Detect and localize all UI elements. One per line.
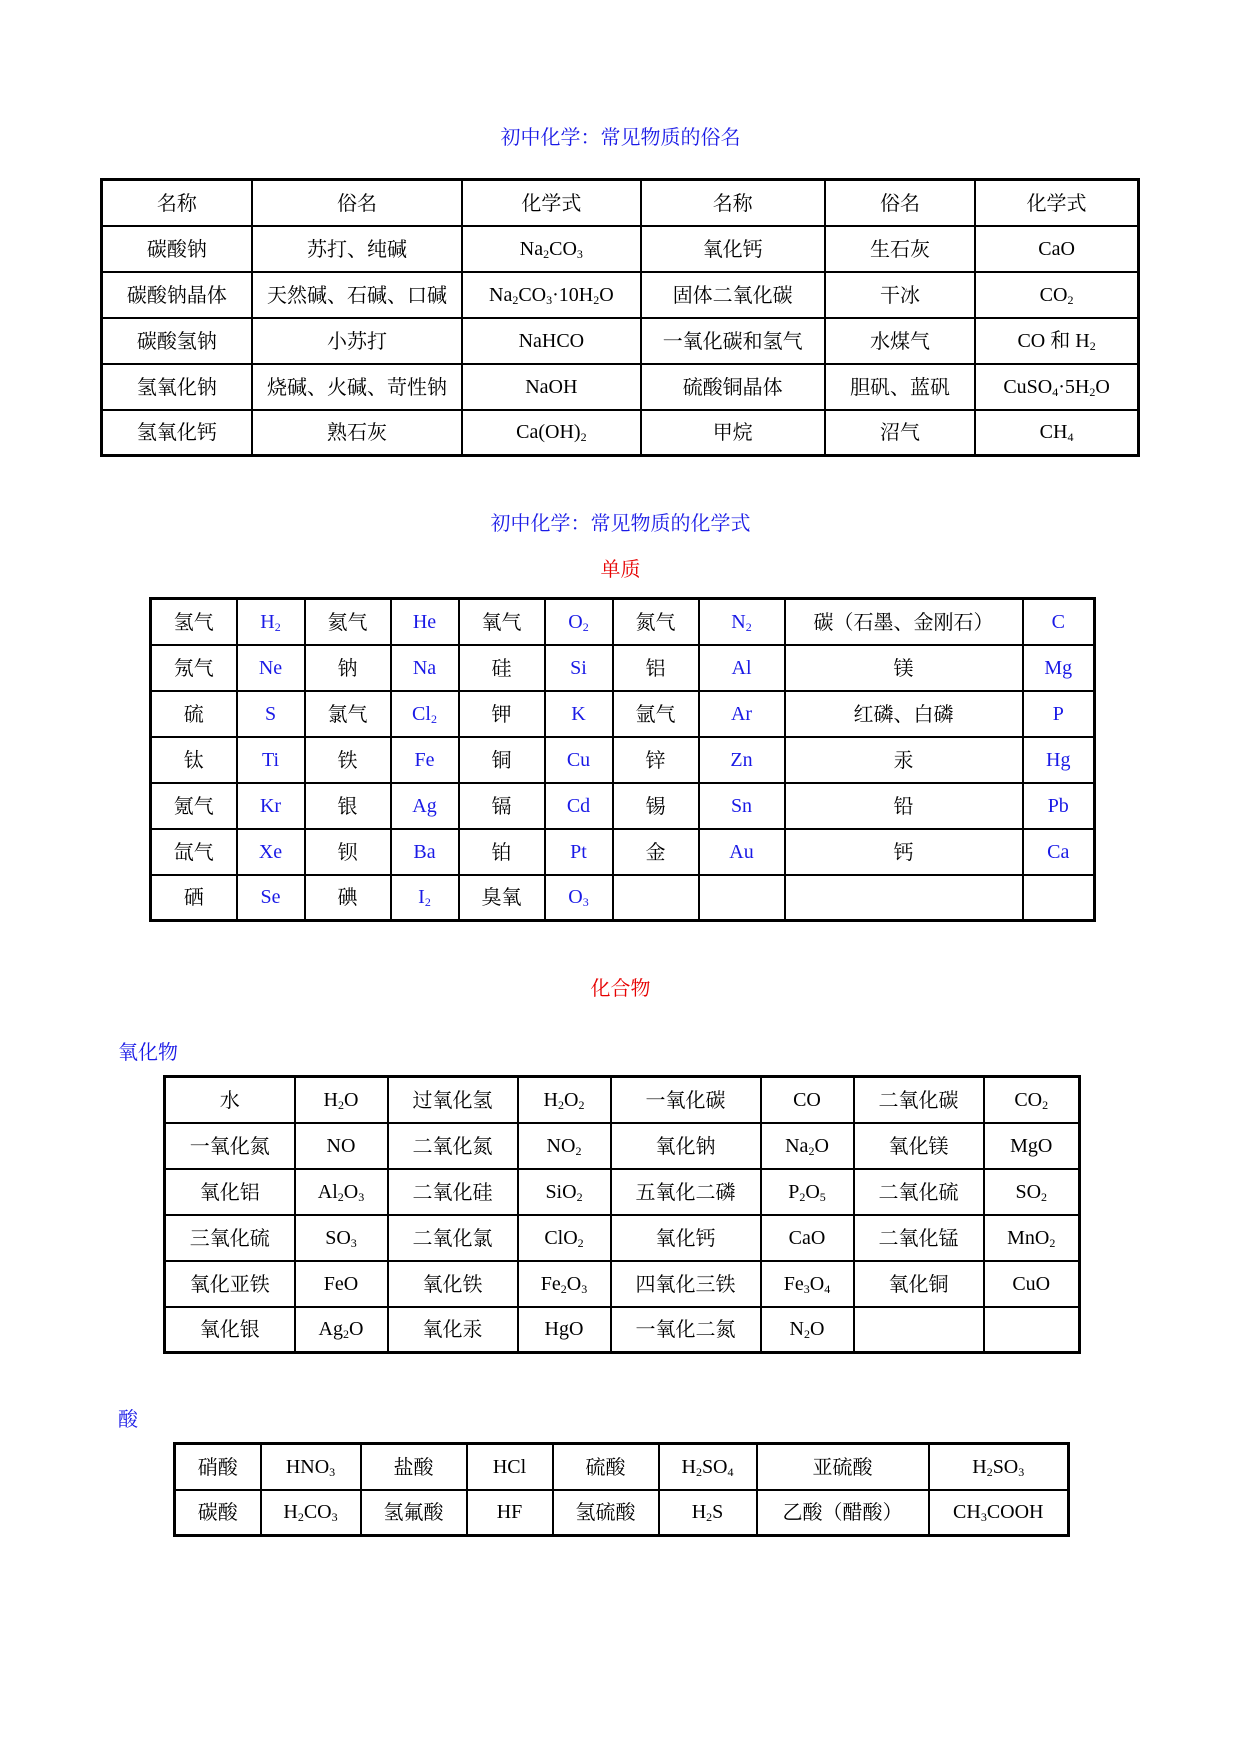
substance-name: 氧化铜 xyxy=(854,1261,984,1307)
column-header: 俗名 xyxy=(252,180,462,226)
substance-name: 一氧化氮 xyxy=(165,1123,295,1169)
substance-name: 氖气 xyxy=(151,645,237,691)
chemical-formula: Ca xyxy=(1023,829,1095,875)
chemical-formula: CaO xyxy=(975,226,1138,272)
substance-name: 氦气 xyxy=(305,599,391,645)
common-name: 干冰 xyxy=(825,272,975,318)
chemical-formula: $CH_4$ xyxy=(975,410,1138,456)
chemical-formula: $H_2SO_3$ xyxy=(929,1444,1069,1490)
compounds-heading: 化合物 xyxy=(590,976,651,1000)
chemical-formula: $Al_2O_3$ xyxy=(295,1169,388,1215)
column-header: 名称 xyxy=(641,180,825,226)
substance-name: 氢氟酸 xyxy=(361,1490,467,1536)
substance-name: 铝 xyxy=(613,645,699,691)
chemical-formula: HCl xyxy=(467,1444,553,1490)
chemical-formula: Zn xyxy=(699,737,785,783)
substance-name: 一氧化二氮 xyxy=(611,1307,761,1353)
substance-name: 硒 xyxy=(151,875,237,921)
substance-name: 银 xyxy=(305,783,391,829)
table-row xyxy=(165,1123,1080,1169)
substance-name: 氮气 xyxy=(613,599,699,645)
substance-name: 乙酸（醋酸） xyxy=(757,1490,929,1536)
chemical-formula: $Ag_2O$ xyxy=(295,1307,388,1353)
substance-name: 三氧化硫 xyxy=(165,1215,295,1261)
chemical-formula: Si xyxy=(545,645,613,691)
substance-name: 氧化镁 xyxy=(854,1123,984,1169)
substance-name: 氙气 xyxy=(151,829,237,875)
table-row xyxy=(165,1077,1080,1123)
chemical-formula: $NO_2$ xyxy=(518,1123,611,1169)
substance-name xyxy=(613,875,699,921)
chemical-formula: $HNO_3$ xyxy=(261,1444,361,1490)
substance-name: 甲烷 xyxy=(641,410,825,456)
substance-name: 氧化亚铁 xyxy=(165,1261,295,1307)
chemical-formula xyxy=(984,1307,1080,1353)
substance-name: 二氧化锰 xyxy=(854,1215,984,1261)
table-row xyxy=(151,829,1095,875)
common-name: 沼气 xyxy=(825,410,975,456)
chemical-formula: Ne xyxy=(237,645,305,691)
chemical-formula: $Cl_2$ xyxy=(391,691,459,737)
chemical-formula: $CO_2$ xyxy=(975,272,1138,318)
chemical-formula: $H_2CO_3$ xyxy=(261,1490,361,1536)
chemical-formula: FeO xyxy=(295,1261,388,1307)
chemical-formula: Se xyxy=(237,875,305,921)
common-names-title: 初中化学：常见物质的俗名 xyxy=(500,125,741,149)
acids-heading: 酸 xyxy=(118,1407,138,1431)
substance-name: 过氧化氢 xyxy=(388,1077,518,1123)
chemical-formula: MgO xyxy=(984,1123,1080,1169)
substance-name xyxy=(854,1307,984,1353)
substance-name: 二氧化硅 xyxy=(388,1169,518,1215)
substance-name: 一氧化碳和氢气 xyxy=(641,318,825,364)
chemical-formula: $CO_2$ xyxy=(984,1077,1080,1123)
substance-name: 氧化钙 xyxy=(611,1215,761,1261)
substance-name: 碳（石墨、金刚石） xyxy=(785,599,1023,645)
oxides-heading: 氧化物 xyxy=(118,1040,178,1064)
chemical-formula: $Fe_3O_4$ xyxy=(761,1261,854,1307)
chemical-formula: NO xyxy=(295,1123,388,1169)
chemical-formula: Pt xyxy=(545,829,613,875)
chemical-formula: Ba xyxy=(391,829,459,875)
substance-name: 氧化银 xyxy=(165,1307,295,1353)
common-names-table xyxy=(100,178,1140,457)
chemical-formula: NaOH xyxy=(462,364,640,410)
table-row xyxy=(102,410,1139,456)
table-row xyxy=(151,875,1095,921)
substance-name: 氢氧化钠 xyxy=(102,364,252,410)
formulas-title: 初中化学：常见物质的化学式 xyxy=(490,511,751,535)
table-row xyxy=(102,364,1139,410)
chemical-formula: Al xyxy=(699,645,785,691)
substance-name: 碳酸钠 xyxy=(102,226,252,272)
column-header: 化学式 xyxy=(462,180,640,226)
substance-name: 汞 xyxy=(785,737,1023,783)
chemical-formula xyxy=(699,875,785,921)
chemical-formula: CuO xyxy=(984,1261,1080,1307)
chemical-formula: Fe xyxy=(391,737,459,783)
table-row xyxy=(151,599,1095,645)
common-name: 熟石灰 xyxy=(252,410,462,456)
chemical-formula: SiO$_2$ xyxy=(518,1169,611,1215)
substance-name: 金 xyxy=(613,829,699,875)
substance-name: 红磷、白磷 xyxy=(785,691,1023,737)
substance-name: 钙 xyxy=(785,829,1023,875)
chemical-formula: $Na_2CO_3$ xyxy=(462,226,640,272)
common-name: 胆矾、蓝矾 xyxy=(825,364,975,410)
column-header: 俗名 xyxy=(825,180,975,226)
substance-name: 钾 xyxy=(459,691,545,737)
acids-table xyxy=(173,1442,1070,1537)
chemical-formula: Cd xyxy=(545,783,613,829)
common-name: 烧碱、火碱、苛性钠 xyxy=(252,364,462,410)
substance-name: 镁 xyxy=(785,645,1023,691)
chemical-formula: $Na_2O$ xyxy=(761,1123,854,1169)
table-row xyxy=(175,1444,1069,1490)
chemical-formula: Xe xyxy=(237,829,305,875)
substance-name: 氢氧化钙 xyxy=(102,410,252,456)
substance-name: 氪气 xyxy=(151,783,237,829)
common-name: 小苏打 xyxy=(252,318,462,364)
column-header: 名称 xyxy=(102,180,252,226)
substance-name: 二氧化硫 xyxy=(854,1169,984,1215)
chemical-formula: $SO_2$ xyxy=(984,1169,1080,1215)
common-name: 水煤气 xyxy=(825,318,975,364)
substance-name: 氧化汞 xyxy=(388,1307,518,1353)
substance-name: 硫酸 xyxy=(553,1444,659,1490)
substance-name: 铂 xyxy=(459,829,545,875)
substance-name: 钡 xyxy=(305,829,391,875)
table-row xyxy=(165,1261,1080,1307)
chemical-formula: $P_2O_5$ xyxy=(761,1169,854,1215)
common-name: 天然碱、石碱、口碱 xyxy=(252,272,462,318)
chemical-formula: Mg xyxy=(1023,645,1095,691)
table-row xyxy=(165,1307,1080,1353)
substance-name: 盐酸 xyxy=(361,1444,467,1490)
table-header-row xyxy=(102,180,1139,226)
substance-name: 四氧化三铁 xyxy=(611,1261,761,1307)
substance-name: 氧气 xyxy=(459,599,545,645)
table-row xyxy=(151,737,1095,783)
chemical-formula: $H_2S$ xyxy=(659,1490,757,1536)
substance-name: 硅 xyxy=(459,645,545,691)
substance-name: 氢硫酸 xyxy=(553,1490,659,1536)
chemical-formula: Ar xyxy=(699,691,785,737)
table-row xyxy=(165,1215,1080,1261)
chemical-formula: MnO$_2$ xyxy=(984,1215,1080,1261)
substance-name: 氧化铝 xyxy=(165,1169,295,1215)
substance-name: 臭氧 xyxy=(459,875,545,921)
substance-name: 五氧化二磷 xyxy=(611,1169,761,1215)
substance-name: 锌 xyxy=(613,737,699,783)
table-row xyxy=(175,1490,1069,1536)
substance-name: 水 xyxy=(165,1077,295,1123)
chemical-formula: $Na_2CO_3\cdot 10H_2O$ xyxy=(462,272,640,318)
chemical-formula: CO 和 $H_2$ xyxy=(975,318,1138,364)
chemical-formula: $Ca(OH)_2$ xyxy=(462,410,640,456)
substance-name: 二氧化氯 xyxy=(388,1215,518,1261)
chemical-formula: Hg xyxy=(1023,737,1095,783)
common-name: 苏打、纯碱 xyxy=(252,226,462,272)
substance-name xyxy=(785,875,1023,921)
substance-name: 一氧化碳 xyxy=(611,1077,761,1123)
chemical-formula: P xyxy=(1023,691,1095,737)
chemical-formula: Kr xyxy=(237,783,305,829)
chemical-formula: Na xyxy=(391,645,459,691)
chemical-formula: $N_2$ xyxy=(699,599,785,645)
common-name: 生石灰 xyxy=(825,226,975,272)
substance-name: 氧化钙 xyxy=(641,226,825,272)
substance-name: 氩气 xyxy=(613,691,699,737)
chemical-formula: CO xyxy=(761,1077,854,1123)
chemical-formula: S xyxy=(237,691,305,737)
substance-name: 固体二氧化碳 xyxy=(641,272,825,318)
chemical-formula: Au xyxy=(699,829,785,875)
chemical-formula: C xyxy=(1023,599,1095,645)
chemical-formula xyxy=(1023,875,1095,921)
substance-name: 硫酸铜晶体 xyxy=(641,364,825,410)
chemical-formula: K xyxy=(545,691,613,737)
substance-name: 锡 xyxy=(613,783,699,829)
chemical-formula: $CuSO_4\cdot 5H_2O$ xyxy=(975,364,1138,410)
substance-name: 二氧化氮 xyxy=(388,1123,518,1169)
chemical-formula: $N_2O$ xyxy=(761,1307,854,1353)
chemical-formula: $H_2O_2$ xyxy=(518,1077,611,1123)
table-row xyxy=(165,1169,1080,1215)
oxides-table xyxy=(163,1075,1081,1354)
elements-table xyxy=(149,597,1096,922)
substance-name: 硝酸 xyxy=(175,1444,261,1490)
substance-name: 碘 xyxy=(305,875,391,921)
substance-name: 碳酸氢钠 xyxy=(102,318,252,364)
substance-name: 镉 xyxy=(459,783,545,829)
substance-name: 铜 xyxy=(459,737,545,783)
substance-name: 钛 xyxy=(151,737,237,783)
substance-name: 钠 xyxy=(305,645,391,691)
chemical-formula: HgO xyxy=(518,1307,611,1353)
chemical-formula: $O_3$ xyxy=(545,875,613,921)
table-row xyxy=(102,272,1139,318)
chemical-formula: CaO xyxy=(761,1215,854,1261)
chemical-formula: Sn xyxy=(699,783,785,829)
substance-name: 碳酸钠晶体 xyxy=(102,272,252,318)
chemical-formula: $SO_3$ xyxy=(295,1215,388,1261)
table-row xyxy=(102,226,1139,272)
substance-name: 铅 xyxy=(785,783,1023,829)
chemical-formula: $H_2O$ xyxy=(295,1077,388,1123)
column-header: 化学式 xyxy=(975,180,1138,226)
substance-name: 氯气 xyxy=(305,691,391,737)
chemical-formula: $H_2$ xyxy=(237,599,305,645)
substance-name: 氧化铁 xyxy=(388,1261,518,1307)
chemical-formula: He xyxy=(391,599,459,645)
substance-name: 硫 xyxy=(151,691,237,737)
chemical-formula: NaHCO xyxy=(462,318,640,364)
substance-name: 二氧化碳 xyxy=(854,1077,984,1123)
substance-name: 碳酸 xyxy=(175,1490,261,1536)
chemical-formula: Ag xyxy=(391,783,459,829)
substance-name: 氢气 xyxy=(151,599,237,645)
table-row xyxy=(151,691,1095,737)
table-row xyxy=(102,318,1139,364)
chemical-formula: Cu xyxy=(545,737,613,783)
substance-name: 氧化钠 xyxy=(611,1123,761,1169)
substance-name: 铁 xyxy=(305,737,391,783)
chemical-formula: HF xyxy=(467,1490,553,1536)
substance-name: 亚硫酸 xyxy=(757,1444,929,1490)
chemical-formula: $H_2SO_4$ xyxy=(659,1444,757,1490)
chemical-formula: Pb xyxy=(1023,783,1095,829)
table-row xyxy=(151,783,1095,829)
elements-heading: 单质 xyxy=(600,557,641,581)
table-row xyxy=(151,645,1095,691)
chemical-formula: $Fe_2O_3$ xyxy=(518,1261,611,1307)
chemical-formula: $CH_3COOH$ xyxy=(929,1490,1069,1536)
chemical-formula: Ti xyxy=(237,737,305,783)
chemical-formula: ClO$_2$ xyxy=(518,1215,611,1261)
chemical-formula: $O_2$ xyxy=(545,599,613,645)
chemical-formula: $I_2$ xyxy=(391,875,459,921)
